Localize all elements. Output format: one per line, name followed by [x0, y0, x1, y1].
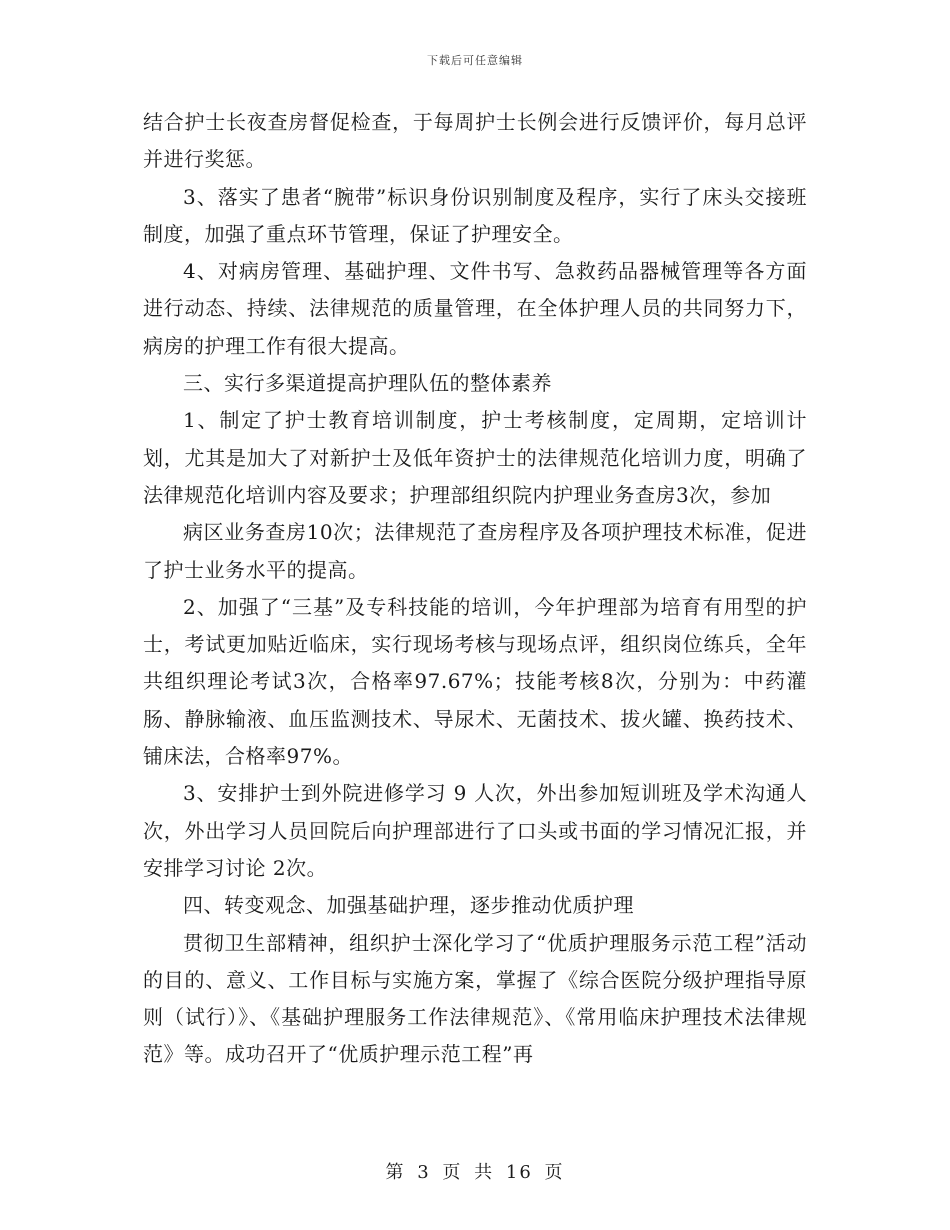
document-body: [143, 104, 807, 1074]
footer-suffix: 页: [544, 1162, 565, 1183]
paragraph-6: 病区业务查房10次；法律规范了查房程序及各项护理技术标准，促进了护士业务水平的提高。: [143, 520, 807, 582]
footer-total-word: 共: [474, 1162, 495, 1183]
footer-total-pages: 16: [505, 1162, 533, 1183]
paragraph-7: 2、加强了“三基”及专科技能的培训，今年护理部为培育有用型的护士，考试更加贴近临床，实行现场考核与现场点评，组织岗位练兵，全年共组织理论考试3次，合格率97.67%；技能考核8次，分别为：中药灌肠、静脉输液、血压监测技术、导尿术、无菌技术、拔火罐、换药技术、铺床法，合格率97%。: [143, 594, 807, 769]
section-heading-4: 四、转变观念、加强基础护理，逐步推动优质护理: [183, 893, 634, 918]
section-heading-3: 三、实行多渠道提高护理队伍的整体素养: [183, 371, 552, 396]
paragraph-3: 4、对病房管理、基础护理、文件书写、急救药品器械管理等各方面进行动态、持续、法律规范的质量管理，在全体护理人员的共同努力下，病房的护理工作有很大提高。: [143, 259, 807, 358]
footer-prefix: 第: [385, 1162, 406, 1183]
paragraph-5: 1、制定了护士教育培训制度，护士考核制度，定周期，定培训计划，尤其是加大了对新护士及低年资护士的法律规范化培训力度，明确了法律规范化培训内容及要求；护理部组织院内护理业务查房3次，参加: [143, 408, 807, 507]
page-footer: [0, 1158, 950, 1184]
paragraph-8: 3、安排护士到外院进修学习 9 人次，外出参加短训班及学术沟通人次，外出学习人员回院后向护理部进行了口头或书面的学习情况汇报，并安排学习讨论 2次。: [143, 781, 807, 880]
footer-current-page: 3: [417, 1162, 431, 1183]
paragraph-2: 3、落实了患者“腕带”标识身份识别制度及程序，实行了床头交接班制度，加强了重点环节管理，保证了护理安全。: [143, 184, 807, 246]
paragraph-1: 结合护士长夜查房督促检查，于每周护士长例会进行反馈评价，每月总评并进行奖惩。: [143, 110, 807, 172]
footer-page-word: 页: [442, 1162, 463, 1183]
paragraph-10: 贯彻卫生部精神，组织护士深化学习了“优质护理服务示范工程”活动的目的、意义、工作目标与实施方案，掌握了《综合医院分级护理指导原则（试行）》、《基础护理服务工作法律规范》、《常用临床护理技术法律规范》等。成功召开了“优质护理示范工程”再: [143, 930, 807, 1067]
page-header: 下载后可任意编辑: [427, 54, 523, 67]
